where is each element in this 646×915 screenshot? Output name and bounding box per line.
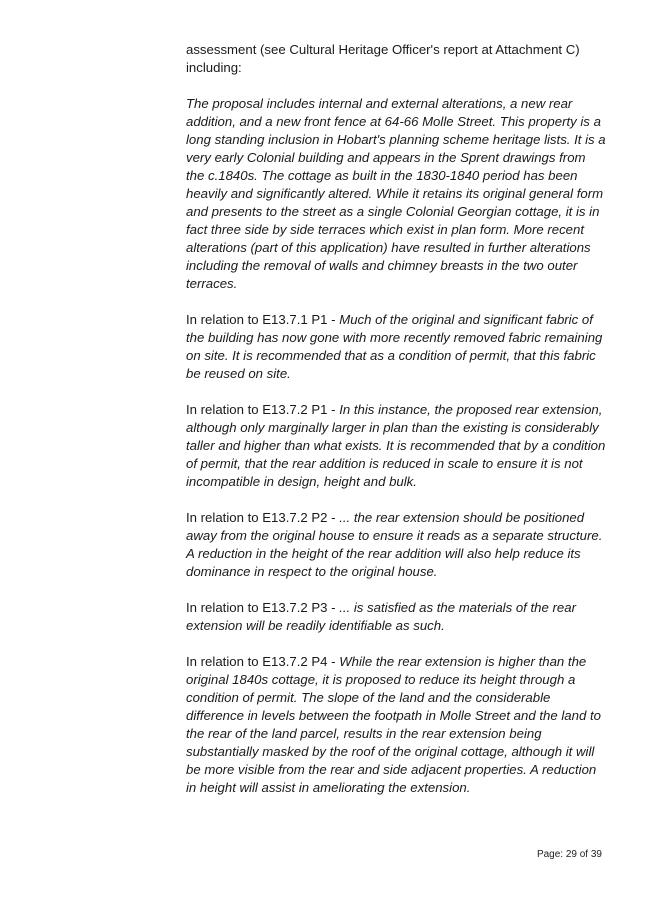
page-number: Page: 29 of 39	[536, 849, 602, 860]
relation-lead: In relation to E13.7.2 P3 -	[186, 600, 340, 615]
relation-text: ... the rear extension should be positioned away from the original house to ensure it reads as a separate structure. A reduction in the height of the rear addition will also help reduce its dominance in respect to the original house.	[186, 510, 603, 579]
relation-lead: In relation to E13.7.2 P4 -	[186, 654, 340, 669]
page-body	[186, 41, 606, 815]
relation-lead: In relation to E13.7.2 P2 -	[186, 510, 340, 525]
relation-paragraph-e13-7-2-p3	[186, 599, 606, 635]
relation-text: Much of the original and significant fabric of the building has now gone with more recently removed fabric remaining on site. It is recommended that as a condition of permit, that this fabric be reused on site.	[186, 312, 603, 381]
relation-text: While the rear extension is higher than the original 1840s cottage, it is proposed to reduce its height through a condition of permit. The slope of the land and the considerable difference in levels between the footpath in Molle Street and the land to the rear of the land parcel, results in the rear extension being substantially masked by the roof of the original cottage, although it will be more visible from the rear and side adjacent properties. A reduction in height will assist in ameliorating the extension.	[186, 654, 601, 795]
relation-text: In this instance, the proposed rear extension, although only marginally larger in plan than the existing is considerably taller and higher than what exists. It is recommended that by a condition of permit, that the rear addition is reduced in scale to ensure it is not incompatible in design, height and bulk.	[186, 402, 606, 489]
relation-paragraph-e13-7-1-p1	[186, 311, 606, 383]
intro-paragraph: assessment (see Cultural Heritage Officer's report at Attachment C) including:	[186, 42, 580, 75]
relation-text: ... is satisfied as the materials of the rear extension will be readily identifiable as such.	[186, 600, 576, 633]
heritage-assessment-quote: The proposal includes internal and external alterations, a new rear addition, and a new front fence at 64-66 Molle Street. This property is a long standing inclusion in Hobart's planning scheme heritage lists. It is a very early Colonial building and appears in the Sprent drawings from the c.1840s. The cottage as built in the 1830-1840 period has been heavily and significantly altered. While it retains its original general form and presents to the street as a single Colonial Georgian cottage, it is in fact three side by side terraces which exist in plan form. More recent alterations (part of this application) have resulted in further alterations including the removal of walls and chimney breasts in the two outer terraces.	[186, 96, 606, 291]
relation-lead: In relation to E13.7.2 P1 -	[186, 402, 340, 417]
relation-paragraph-e13-7-2-p1	[186, 401, 606, 491]
relation-paragraph-e13-7-2-p4	[186, 653, 606, 797]
relation-paragraph-e13-7-2-p2	[186, 509, 606, 581]
relation-lead: In relation to E13.7.1 P1 -	[186, 312, 340, 327]
